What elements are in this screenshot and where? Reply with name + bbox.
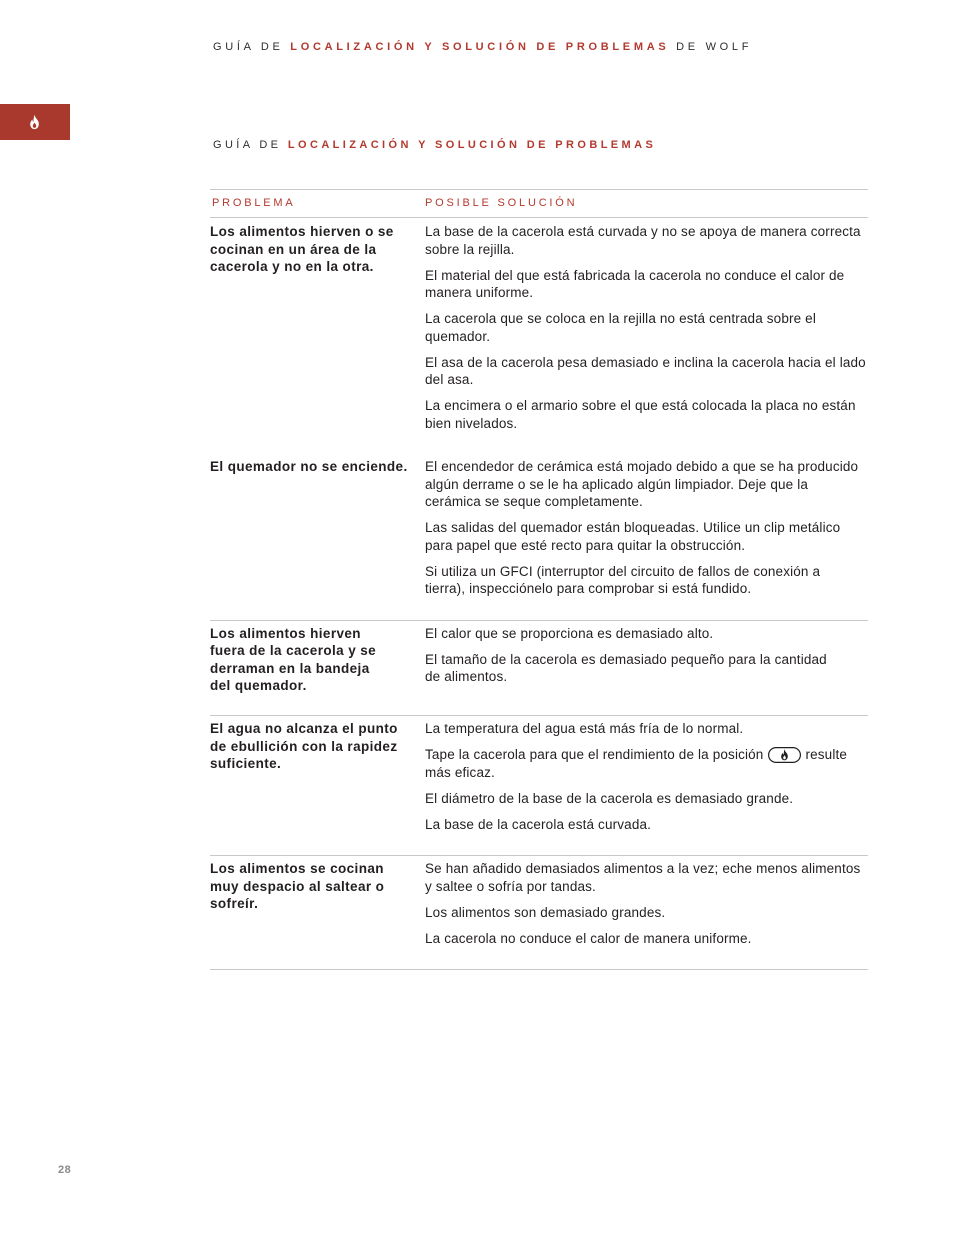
solution-text: La cacerola que se coloca en la rejilla no está centrada sobre el quemador. xyxy=(425,311,816,344)
solution-text: El asa de la cacerola pesa demasiado e inclina la cacerola hacia el lado del asa. xyxy=(425,354,866,387)
flame-setting-icon xyxy=(768,747,801,763)
solution-text: El diámetro de la base de la cacerola es demasiado grande. xyxy=(425,790,794,806)
solution-cell xyxy=(425,860,868,956)
section-title-highlight: LOCALIZACIÓN Y SOLUCIÓN DE PROBLEMAS xyxy=(287,139,657,151)
solution-text xyxy=(425,746,868,781)
running-header-suffix: DE WOLF xyxy=(676,41,753,53)
table-header-row xyxy=(210,189,868,218)
solution-text: La encimera o el armario sobre el que está colocada la placa no están bien nivelados. xyxy=(425,398,856,431)
section-title xyxy=(213,137,656,153)
problem-cell xyxy=(210,458,425,606)
problem-text: Los alimentos hierven o se cocinan en un área de la cacerola y no en la otra. xyxy=(210,224,394,274)
table-row xyxy=(210,454,868,621)
table-row xyxy=(210,856,868,970)
column-header-problem: PROBLEMA xyxy=(212,197,296,209)
solution-cell xyxy=(425,720,868,842)
flame-icon xyxy=(28,114,41,130)
page-number: 28 xyxy=(58,1164,72,1176)
column-header-solution: POSIBLE SOLUCIÓN xyxy=(425,197,578,209)
problem-cell xyxy=(210,860,425,956)
problem-text: El agua no alcanza el punto de ebullición con la rapidez suficiente. xyxy=(210,721,398,771)
solution-text-before-icon: Tape la cacerola para que el rendimiento de la posición xyxy=(425,747,764,762)
solution-text: El calor que se proporciona es demasiado alto. xyxy=(425,625,714,641)
table-row xyxy=(210,218,868,454)
solution-text: Se han añadido demasiados alimentos a la vez; eche menos alimentos y saltee o sofría por tandas. xyxy=(425,861,861,894)
solution-cell xyxy=(425,625,868,702)
section-tab xyxy=(0,104,70,140)
solution-text: Si utiliza un GFCI (interruptor del circuito de fallos de conexión a tierra), inspecciónelo para comprobar si está fundido. xyxy=(425,563,821,596)
solution-text: La base de la cacerola está curvada y no se apoya de manera correcta sobre la rejilla. xyxy=(425,224,861,257)
table-row xyxy=(210,716,868,856)
problem-cell xyxy=(210,223,425,441)
solution-text: Las salidas del quemador están bloqueadas. Utilice un clip metálico para papel que esté recto para quitar la obstrucción. xyxy=(425,520,841,553)
solution-text: Los alimentos son demasiado grandes. xyxy=(425,904,666,920)
section-title-prefix: GUÍA DE xyxy=(213,139,282,151)
solution-text: La cacerola no conduce el calor de manera uniforme. xyxy=(425,930,752,946)
running-header xyxy=(213,39,752,55)
solution-text-after-icon: resulte más eficaz. xyxy=(425,747,848,780)
problem-text: Los alimentos se cocinan muy despacio al saltear o sofreír. xyxy=(210,861,385,911)
solution-text: El tamaño de la cacerola es demasiado pequeño para la cantidad de alimentos. xyxy=(425,651,827,684)
solution-cell xyxy=(425,223,868,441)
solution-text: La base de la cacerola está curvada. xyxy=(425,816,652,832)
solution-text: El encendedor de cerámica está mojado debido a que se ha producido algún derrame o se le ha aplicado algún limpiador. Deje que la cerámica se seque completamente. xyxy=(425,459,859,509)
problem-cell xyxy=(210,625,425,702)
problem-cell xyxy=(210,720,425,842)
problem-text: Los alimentos hierven fuera de la cacerola y se derraman en la bandeja del quemador. xyxy=(210,625,377,693)
solution-cell xyxy=(425,458,868,606)
solution-text: La temperatura del agua está más fría de lo normal. xyxy=(425,721,744,736)
running-header-prefix: GUÍA DE xyxy=(213,41,284,53)
troubleshooting-table xyxy=(210,189,868,970)
problem-text: El quemador no se enciende. xyxy=(210,459,408,474)
solution-text: El material del que está fabricada la cacerola no conduce el calor de manera uniforme. xyxy=(425,267,845,300)
table-row xyxy=(210,621,868,717)
running-header-highlight: LOCALIZACIÓN Y SOLUCIÓN DE PROBLEMAS xyxy=(290,41,670,53)
